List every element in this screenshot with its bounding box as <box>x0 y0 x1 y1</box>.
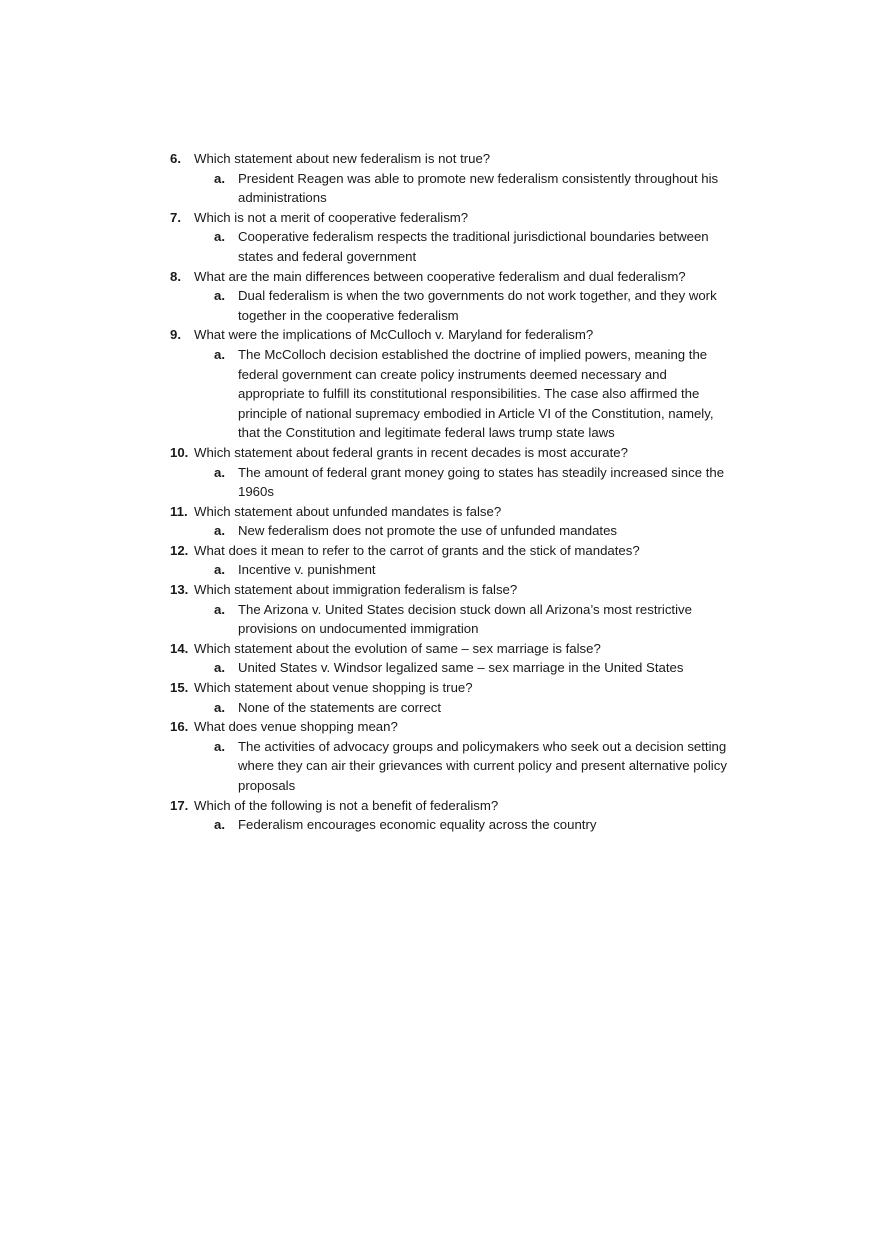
question-number: 13. <box>170 582 189 598</box>
question-number: 14. <box>170 640 189 656</box>
answer-letter: a. <box>214 464 225 480</box>
answer-item <box>214 737 735 796</box>
answer-text: Federalism encourages economic equality across the country <box>238 817 597 833</box>
answer-text: The McColloch decision established the doctrine of implied powers, meaning the federal government can create policy instruments deemed necessary and appropriate to fulfill its constitutional responsibilities. The case also affirmed the principle of national supremacy embodied in Article VI of the Constitution, namely, that the Constitution and legitimate federal laws trump state laws <box>238 346 714 441</box>
answer-letter: a. <box>214 523 225 539</box>
answer-text: The amount of federal grant money going to states has steadily increased since the 1960s <box>238 464 725 500</box>
question-text: Which statement about venue shopping is true? <box>194 680 473 696</box>
question-text: Which is not a merit of cooperative federalism? <box>194 209 469 225</box>
answer-text: The activities of advocacy groups and policymakers who seek out a decision setting where they can air their grievances with current policy and present alternative policy proposals <box>238 738 727 793</box>
question-text: Which statement about new federalism is not true? <box>194 151 491 166</box>
question-item <box>170 149 735 169</box>
answer-item <box>214 698 735 718</box>
question-item <box>170 443 735 463</box>
question-item <box>170 580 735 600</box>
question-item <box>170 502 735 522</box>
question-number: 11. <box>170 503 188 519</box>
question-number: 15. <box>170 680 189 696</box>
answer-text: United States v. Windsor legalized same – sex marriage in the United States <box>238 660 684 676</box>
question-list <box>170 149 735 835</box>
answer-letter: a. <box>214 346 225 362</box>
answer-item <box>214 658 735 678</box>
answer-text: None of the statements are correct <box>238 699 442 715</box>
answer-text: Cooperative federalism respects the traditional jurisdictional boundaries between states and federal government <box>238 229 709 264</box>
question-text: Which of the following is not a benefit of federalism? <box>194 797 499 813</box>
answer-letter: a. <box>214 170 225 186</box>
question-item <box>170 208 735 228</box>
answer-letter: a. <box>214 601 225 617</box>
question-text: Which statement about unfunded mandates is false? <box>194 503 502 519</box>
question-text: What are the main differences between cooperative federalism and dual federalism? <box>194 268 686 284</box>
answer-letter: a. <box>214 288 225 304</box>
question-number: 17. <box>170 797 189 813</box>
answer-item <box>214 345 735 443</box>
answer-item <box>214 227 735 266</box>
answer-item <box>214 463 735 502</box>
answer-letter: a. <box>214 738 225 754</box>
question-item <box>170 639 735 659</box>
answer-text: The Arizona v. United States decision stuck down all Arizona’s most restrictive provisions on undocumented immigration <box>238 601 692 637</box>
answer-text: Incentive v. punishment <box>238 562 376 578</box>
question-text: What were the implications of McCulloch v. Maryland for federalism? <box>194 327 594 343</box>
question-number: 6. <box>170 151 181 166</box>
answer-text: New federalism does not promote the use of unfunded mandates <box>238 523 618 539</box>
question-number: 12. <box>170 542 189 558</box>
question-number: 16. <box>170 719 189 735</box>
answer-item <box>214 600 735 639</box>
answer-item <box>214 286 735 325</box>
answer-text: Dual federalism is when the two governments do not work together, and they work together in the cooperative federalism <box>238 288 717 323</box>
answer-text: President Reagen was able to promote new federalism consistently throughout his administrations <box>238 170 719 206</box>
answer-item <box>214 815 735 835</box>
answer-letter: a. <box>214 660 225 676</box>
question-number: 10. <box>170 444 189 460</box>
answer-letter: a. <box>214 562 225 578</box>
question-item <box>170 717 735 737</box>
question-item <box>170 796 735 816</box>
answer-letter: a. <box>214 699 225 715</box>
answer-letter: a. <box>214 229 225 245</box>
question-text: Which statement about immigration federalism is false? <box>194 582 518 598</box>
question-item <box>170 678 735 698</box>
question-text: What does it mean to refer to the carrot of grants and the stick of mandates? <box>194 542 640 558</box>
answer-letter: a. <box>214 817 225 833</box>
question-number: 8. <box>170 268 181 284</box>
question-number: 7. <box>170 209 181 225</box>
question-text: Which statement about federal grants in recent decades is most accurate? <box>194 444 628 460</box>
question-text: Which statement about the evolution of same – sex marriage is false? <box>194 640 601 656</box>
question-item <box>170 325 735 345</box>
question-text: What does venue shopping mean? <box>194 719 398 735</box>
answer-item <box>214 521 735 541</box>
answer-item <box>214 169 735 208</box>
question-item <box>170 267 735 287</box>
question-number: 9. <box>170 327 181 343</box>
question-item <box>170 541 735 561</box>
answer-item <box>214 560 735 580</box>
